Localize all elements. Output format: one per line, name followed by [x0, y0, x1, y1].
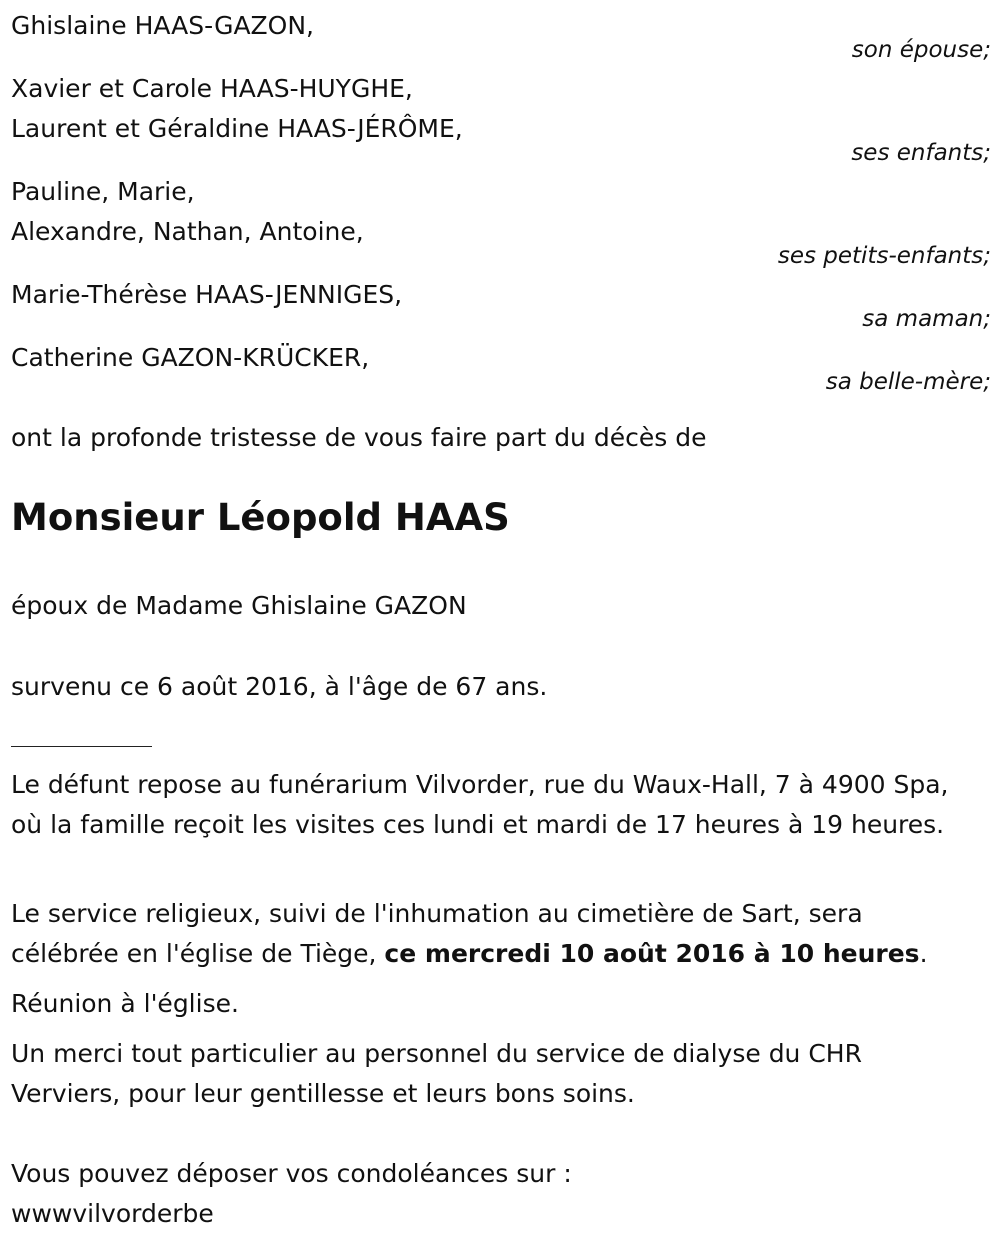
- service-paragraph: Le service religieux, suivi de l'inhumation au cimetière de Sart, sera célébrée en l'église de Tiège, ce mercredi 10 août 2016 à 10 heures.: [11, 899, 928, 968]
- family-name-line: Alexandre, Nathan, Antoine,: [11, 217, 364, 246]
- family-name-line: Pauline, Marie,: [11, 177, 195, 206]
- spouse-line: époux de Madame Ghislaine GAZON: [11, 591, 467, 620]
- family-relation: ses petits-enfants;: [777, 243, 991, 269]
- condolences-link[interactable]: wwwvilvorderbe: [11, 1199, 214, 1228]
- family-relation: sa maman;: [862, 306, 991, 332]
- condolences-text: Vous pouvez déposer vos condoléances sur :: [11, 1159, 572, 1188]
- death-line: survenu ce 6 août 2016, à l'âge de 67 ans.: [11, 672, 548, 701]
- family-relation: sa belle-mère;: [825, 369, 991, 395]
- service-date: ce mercredi 10 août 2016 à 10 heures: [384, 938, 920, 968]
- thanks-paragraph: Un merci tout particulier au personnel du service de dialyse du CHR Verviers, pour leur gentillesse et leurs bons soins.: [11, 1039, 862, 1108]
- family-name-line: Marie-Thérèse HAAS-JENNIGES,: [11, 280, 403, 309]
- family-name-line: Ghislaine HAAS-GAZON,: [11, 11, 315, 40]
- announcement-intro: ont la profonde tristesse de vous faire part du décès de: [11, 423, 707, 452]
- repose-paragraph: Le défunt repose au funérarium Vilvorder, rue du Waux-Hall, 7 à 4900 Spa, où la famille reçoit les visites ces lundi et mardi de 17 heures à 19 heures.: [11, 770, 949, 839]
- family-name-line: Catherine GAZON-KRÜCKER,: [11, 343, 370, 372]
- meeting-paragraph: Réunion à l'église.: [11, 989, 239, 1018]
- family-name-line: Laurent et Géraldine HAAS-JÉRÔME,: [11, 114, 463, 143]
- family-relation: ses enfants;: [851, 140, 991, 166]
- family-relation: son épouse;: [851, 37, 991, 63]
- separator-rule: [11, 746, 152, 747]
- family-name-line: Xavier et Carole HAAS-HUYGHE,: [11, 74, 413, 103]
- deceased-name: Monsieur Léopold HAAS: [11, 496, 510, 539]
